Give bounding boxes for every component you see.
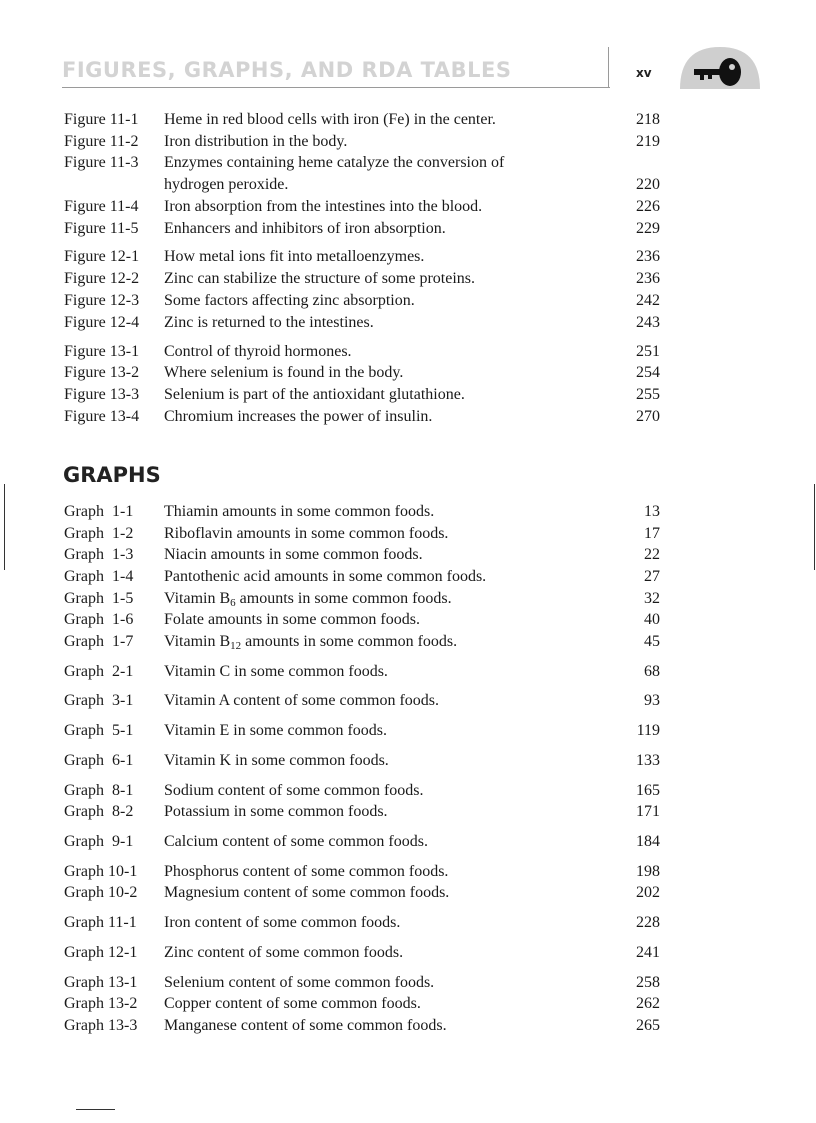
description-text: amounts in some common foods. [241, 633, 458, 650]
graphs-row [64, 993, 664, 1014]
graphs-row [64, 631, 664, 652]
description-text: Vitamin B [164, 633, 231, 650]
figures-row [64, 312, 664, 333]
figures-row [64, 362, 664, 383]
graphs-page-number: 228 [636, 914, 660, 931]
figures-description: Zinc can stabilize the structure of some proteins. [164, 270, 476, 287]
figures-page-number: 236 [636, 270, 660, 287]
graphs-page-number: 40 [644, 611, 660, 628]
graphs-row [64, 861, 664, 882]
figures-description: Iron distribution in the body. [164, 133, 348, 150]
graphs-description: Sodium content of some common foods. [164, 782, 424, 799]
figures-description: How metal ions fit into metalloenzymes. [164, 248, 425, 265]
figures-row [64, 196, 664, 217]
graphs-label: Graph 2-1 [64, 663, 134, 680]
graphs-label: Graph 9-1 [64, 833, 134, 850]
graphs-label: Graph 13-2 [64, 995, 138, 1012]
graphs-description: Selenium content of some common foods. [164, 974, 435, 991]
figures-description: Where selenium is found in the body. [164, 364, 404, 381]
graphs-page-number: 241 [636, 944, 660, 961]
graphs-page-number: 68 [644, 663, 660, 680]
graphs-label: Graph 10-1 [64, 863, 138, 880]
graphs-label: Graph 8-2 [64, 803, 134, 820]
graphs-description [164, 588, 452, 609]
figures-page-number: 236 [636, 248, 660, 265]
graphs-page-number: 184 [636, 833, 660, 850]
graphs-description: Vitamin E in some common foods. [164, 722, 388, 739]
graphs-label: Graph 10-2 [64, 884, 138, 901]
figures-row [64, 152, 664, 173]
graphs-description: Niacin amounts in some common foods. [164, 546, 423, 563]
figures-page-number: 226 [636, 198, 660, 215]
graphs-page-number: 93 [644, 692, 660, 709]
graphs-page-number: 133 [636, 752, 660, 769]
graphs-page-number: 258 [636, 974, 660, 991]
graphs-description: Phosphorus content of some common foods. [164, 863, 449, 880]
figures-row [64, 268, 664, 289]
graphs-row [64, 750, 664, 771]
graphs-label: Graph 13-3 [64, 1017, 138, 1034]
footer-rule [76, 1109, 115, 1110]
graphs-page-number: 165 [636, 782, 660, 799]
graphs-description: Vitamin A content of some common foods. [164, 692, 440, 709]
figures-label: Figure 11-2 [64, 133, 139, 150]
figures-page-number: 218 [636, 111, 660, 128]
graphs-description: Copper content of some common foods. [164, 995, 421, 1012]
graphs-label: Graph 1-7 [64, 633, 134, 650]
graphs-label: Graph 1-1 [64, 503, 134, 520]
figures-label: Figure 11-1 [64, 111, 139, 128]
page-number: xv [636, 66, 652, 80]
graphs-row [64, 588, 664, 609]
graphs-row [64, 523, 664, 544]
figures-label: Figure 11-3 [64, 154, 139, 171]
figures-description: Selenium is part of the antioxidant glutathione. [164, 386, 465, 403]
graphs-page-number: 119 [636, 722, 660, 739]
graphs-description: Thiamin amounts in some common foods. [164, 503, 435, 520]
graphs-description [164, 631, 457, 652]
figures-description: Some factors affecting zinc absorption. [164, 292, 415, 309]
header-rule [62, 87, 610, 88]
figures-page-number: 242 [636, 292, 660, 309]
description-subscript: 6 [230, 597, 236, 609]
figures-label: Figure 13-3 [64, 386, 140, 403]
graphs-label: Graph 8-1 [64, 782, 134, 799]
graphs-label: Graph 13-1 [64, 974, 138, 991]
graphs-row [64, 882, 664, 903]
graphs-label: Graph 5-1 [64, 722, 134, 739]
figures-row [64, 384, 664, 405]
graphs-row [64, 831, 664, 852]
graphs-row [64, 720, 664, 741]
figures-row-continuation [164, 174, 664, 195]
description-text: amounts in some common foods. [235, 590, 452, 607]
graphs-label: Graph 12-1 [64, 944, 138, 961]
graphs-description: Riboflavin amounts in some common foods. [164, 525, 449, 542]
graphs-label: Graph 3-1 [64, 692, 134, 709]
graphs-label: Graph 1-5 [64, 590, 134, 607]
figures-page-number: 243 [636, 314, 660, 331]
figures-page-number: 229 [636, 220, 660, 237]
figures-label: Figure 13-1 [64, 343, 140, 360]
graphs-row [64, 566, 664, 587]
graphs-page-number: 45 [644, 633, 660, 650]
running-header-title: FIGURES, GRAPHS, AND RDA TABLES [62, 58, 512, 82]
figures-description: Heme in red blood cells with iron (Fe) in the center. [164, 111, 496, 128]
figures-row [64, 406, 664, 427]
graphs-description: Vitamin K in some common foods. [164, 752, 389, 769]
figures-row [64, 341, 664, 362]
figures-page-number: 255 [636, 386, 660, 403]
graphs-row [64, 942, 664, 963]
section-heading-graphs: GRAPHS [63, 463, 161, 487]
graphs-row [64, 661, 664, 682]
figures-page-number: 270 [636, 408, 660, 425]
figures-description: Iron absorption from the intestines into the blood. [164, 198, 483, 215]
figures-label: Figure 12-4 [64, 314, 140, 331]
graphs-page-number: 32 [644, 590, 660, 607]
graphs-row [64, 801, 664, 822]
figures-description: Chromium increases the power of insulin. [164, 408, 433, 425]
figures-page-number: 251 [636, 343, 660, 360]
graphs-description: Folate amounts in some common foods. [164, 611, 420, 628]
graphs-row [64, 912, 664, 933]
figures-label: Figure 13-4 [64, 408, 140, 425]
figures-description: Control of thyroid hormones. [164, 343, 352, 360]
figures-description: Enzymes containing heme catalyze the conversion of [164, 154, 505, 171]
graphs-description: Magnesium content of some common foods. [164, 884, 450, 901]
graphs-row [64, 972, 664, 993]
figures-page-number: 254 [636, 364, 660, 381]
graphs-label: Graph 1-3 [64, 546, 134, 563]
figures-row [64, 131, 664, 152]
description-text: Vitamin B [164, 590, 231, 607]
graphs-label: Graph 11-1 [64, 914, 137, 931]
figures-description-continued: hydrogen peroxide. [164, 176, 289, 193]
header-divider [608, 47, 609, 88]
edge-mark-left [4, 484, 5, 570]
graphs-label: Graph 1-6 [64, 611, 134, 628]
figures-label: Figure 12-3 [64, 292, 140, 309]
figures-description: Zinc is returned to the intestines. [164, 314, 374, 331]
graphs-page-number: 202 [636, 884, 660, 901]
graphs-page-number: 27 [644, 568, 660, 585]
key-icon [678, 45, 762, 91]
graphs-description: Vitamin C in some common foods. [164, 663, 388, 680]
graphs-label: Graph 1-2 [64, 525, 134, 542]
figures-description: Enhancers and inhibitors of iron absorption. [164, 220, 446, 237]
graphs-page-number: 13 [644, 503, 660, 520]
graphs-description: Pantothenic acid amounts in some common foods. [164, 568, 487, 585]
figures-row [64, 246, 664, 267]
graphs-page-number: 198 [636, 863, 660, 880]
graphs-row [64, 690, 664, 711]
graphs-row [64, 544, 664, 565]
description-subscript: 12 [230, 640, 242, 652]
graphs-label: Graph 1-4 [64, 568, 134, 585]
graphs-description: Manganese content of some common foods. [164, 1017, 447, 1034]
figures-page-number: 219 [636, 133, 660, 150]
figures-label: Figure 12-1 [64, 248, 140, 265]
figures-row [64, 290, 664, 311]
figures-row [64, 109, 664, 130]
figures-label: Figure 13-2 [64, 364, 140, 381]
figures-label: Figure 12-2 [64, 270, 140, 287]
graphs-label: Graph 6-1 [64, 752, 134, 769]
edge-mark-right [814, 484, 815, 570]
graphs-row [64, 1015, 664, 1036]
graphs-description: Calcium content of some common foods. [164, 833, 428, 850]
graphs-page-number: 22 [644, 546, 660, 563]
figures-page-number: 220 [636, 176, 660, 193]
graphs-description: Iron content of some common foods. [164, 914, 401, 931]
graphs-row [64, 780, 664, 801]
graphs-row [64, 501, 664, 522]
graphs-row [64, 609, 664, 630]
graphs-page-number: 262 [636, 995, 660, 1012]
graphs-page-number: 171 [636, 803, 660, 820]
graphs-description: Potassium in some common foods. [164, 803, 388, 820]
figures-label: Figure 11-4 [64, 198, 139, 215]
graphs-page-number: 265 [636, 1017, 660, 1034]
figures-row [64, 218, 664, 239]
graphs-page-number: 17 [644, 525, 660, 542]
figures-label: Figure 11-5 [64, 220, 139, 237]
graphs-description: Zinc content of some common foods. [164, 944, 404, 961]
